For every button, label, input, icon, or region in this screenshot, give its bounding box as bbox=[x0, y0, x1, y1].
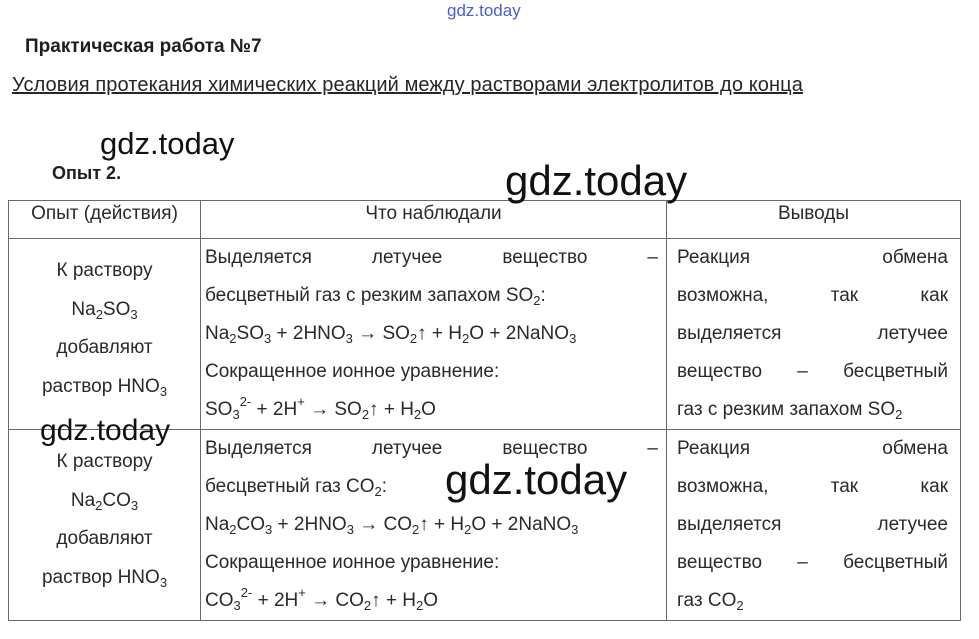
column-header-observation: Что наблюдали bbox=[201, 201, 667, 239]
table-row bbox=[9, 239, 961, 430]
conclusion-line: газ $CO_2$ bbox=[677, 590, 744, 613]
observation-line: бесцветный газ с резким запахом $SO_2$: bbox=[205, 285, 546, 308]
experiment-label: Опыт 2. bbox=[52, 163, 122, 183]
conclusion-line: выделяется летучее bbox=[677, 514, 948, 535]
action-cell bbox=[9, 239, 201, 430]
action-line: $Na_2SO_3$ bbox=[71, 298, 138, 322]
column-header-conclusion: Выводы bbox=[667, 201, 961, 239]
action-cell bbox=[9, 430, 201, 621]
conclusion-line: Реакция обмена bbox=[677, 438, 948, 459]
conclusion-cell bbox=[667, 430, 961, 621]
action-line: добавляют bbox=[56, 337, 153, 358]
observation-cell bbox=[201, 430, 667, 621]
observation-line: Сокращенное ионное уравнение: bbox=[205, 361, 500, 382]
equation-molecular: $Na_2SO_3 + 2HNO_3$ → $SO_2↑ + H_2O$ + 2NaNO$_3$ bbox=[205, 323, 577, 346]
observation-line: Выделяется летучее вещество – bbox=[205, 247, 658, 268]
observation-cell bbox=[201, 239, 667, 430]
observation-line: бесцветный газ $CO_2$: bbox=[205, 476, 388, 499]
action-line: $Na_2CO_3$ bbox=[70, 489, 139, 513]
conclusion-line: возможна, так как bbox=[677, 285, 948, 306]
conclusion-line: вещество – бесцветный bbox=[677, 552, 948, 573]
site-brand: gdz.today bbox=[447, 1, 521, 20]
conclusion-line: выделяется летучее bbox=[677, 323, 948, 344]
watermark: gdz.today bbox=[505, 157, 688, 204]
equation-ionic: $SO_3^{2-} + 2H^+$ → $SO_2↑ + H_2O$ bbox=[205, 394, 436, 422]
action-line: раствор $HNO_3$ bbox=[41, 375, 168, 399]
equation-ionic: $CO_3^{2-} + 2H^+$ → $CO_2↑ + H_2O$ bbox=[205, 585, 439, 613]
experiment-table bbox=[8, 200, 961, 621]
column-header-action: Опыт (действия) bbox=[9, 201, 201, 239]
action-line: добавляют bbox=[56, 528, 153, 549]
action-line: К раствору bbox=[56, 451, 153, 472]
observation-line: Сокращенное ионное уравнение: bbox=[205, 552, 500, 573]
conclusion-line: возможна, так как bbox=[677, 476, 948, 497]
conclusion-line: Реакция обмена bbox=[677, 247, 948, 268]
observation-line: Выделяется летучее вещество – bbox=[205, 438, 658, 459]
action-line: раствор $HNO_3$ bbox=[41, 566, 168, 590]
page-subtitle: Условия протекания химических реакций между растворами электролитов до конца bbox=[12, 74, 803, 96]
conclusion-line: вещество – бесцветный bbox=[677, 361, 948, 382]
watermark: gdz.today bbox=[40, 414, 171, 447]
watermark: gdz.today bbox=[445, 456, 628, 503]
equation-molecular: $Na_2CO_3 + 2HNO_3$ → $CO_2↑ + H_2O$ + 2NaNO$_3$ bbox=[205, 514, 579, 537]
action-line: К раствору bbox=[56, 260, 153, 281]
conclusion-line: газ с резким запахом $SO_2$ bbox=[677, 399, 903, 422]
page-title: Практическая работа №7 bbox=[25, 36, 262, 57]
conclusion-cell bbox=[667, 239, 961, 430]
watermark: gdz.today bbox=[100, 126, 235, 161]
table-row bbox=[9, 430, 961, 621]
table-header-row bbox=[9, 201, 961, 239]
